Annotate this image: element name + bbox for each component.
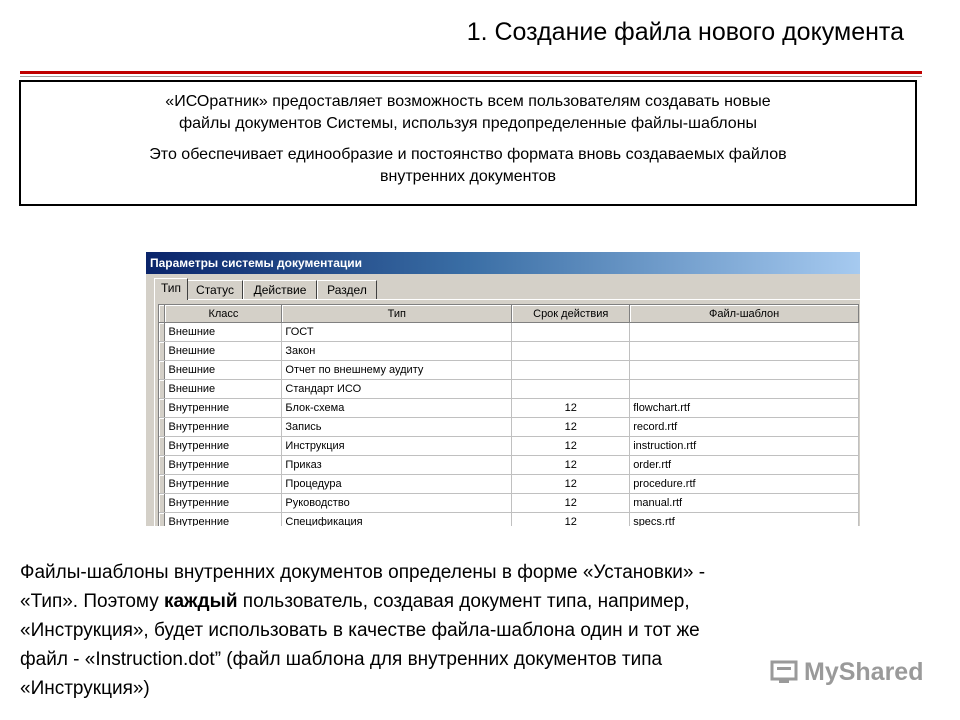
cell-template[interactable] (630, 380, 859, 399)
intro-line-1: «ИСОратник» предоставляет возможность всем пользователям создавать новые (165, 93, 771, 110)
cell-type[interactable]: Запись (282, 418, 512, 437)
cell-term[interactable]: 12 (512, 475, 630, 494)
cell-type[interactable]: Инструкция (282, 437, 512, 456)
table-row[interactable] (159, 437, 859, 456)
cell-term[interactable]: 12 (512, 418, 630, 437)
cell-type[interactable]: Блок-схема (282, 399, 512, 418)
cell-type[interactable]: Процедура (282, 475, 512, 494)
body-line-3: «Инструкция», будет использовать в качестве файла-шаблона один и тот же (20, 620, 700, 641)
cell-class[interactable]: Внешние (165, 342, 282, 361)
body-line-2 (20, 587, 920, 616)
cell-term[interactable]: 12 (512, 513, 630, 527)
watermark-text: MyShared (804, 657, 924, 686)
table-body (159, 323, 859, 527)
tab-status[interactable]: Статус (187, 280, 243, 299)
table-row[interactable] (159, 323, 859, 342)
cell-template[interactable] (630, 323, 859, 342)
cell-template[interactable]: flowchart.rtf (630, 399, 859, 418)
table-row[interactable] (159, 342, 859, 361)
cell-type[interactable]: ГОСТ (282, 323, 512, 342)
myshared-logo-icon (770, 659, 798, 685)
tab-action[interactable]: Действие (243, 280, 317, 299)
window-title-bar[interactable]: Параметры системы документации (146, 252, 860, 274)
table-row[interactable] (159, 475, 859, 494)
column-header-template[interactable]: Файл-шаблон (630, 305, 859, 323)
cell-class[interactable]: Внутренние (165, 475, 282, 494)
table-row[interactable] (159, 418, 859, 437)
cell-class[interactable]: Внутренние (165, 513, 282, 527)
cell-class[interactable]: Внутренние (165, 494, 282, 513)
cell-term[interactable] (512, 323, 630, 342)
cell-term[interactable]: 12 (512, 437, 630, 456)
table-header-row (159, 305, 859, 323)
tab-type[interactable]: Тип (154, 278, 188, 300)
types-grid (158, 304, 859, 526)
body-line-2-end: пользователь, создавая документ типа, например, (237, 591, 690, 612)
cell-template[interactable]: record.rtf (630, 418, 859, 437)
cell-term[interactable]: 12 (512, 494, 630, 513)
title-divider-red (20, 71, 922, 74)
cell-term[interactable] (512, 380, 630, 399)
cell-term[interactable] (512, 361, 630, 380)
cell-type[interactable]: Приказ (282, 456, 512, 475)
cell-term[interactable] (512, 342, 630, 361)
slide-title: 1. Создание файла нового документа (466, 18, 904, 46)
cell-term[interactable]: 12 (512, 399, 630, 418)
cell-type[interactable]: Стандарт ИСО (282, 380, 512, 399)
column-header-type[interactable]: Тип (282, 305, 512, 323)
cell-template[interactable] (630, 361, 859, 380)
intro-line-3: Это обеспечивает единообразие и постоянство формата вновь создаваемых файлов (149, 146, 787, 163)
intro-paragraph-1 (21, 91, 915, 135)
column-header-class[interactable]: Класс (165, 305, 282, 323)
body-line-1: Файлы-шаблоны внутренних документов определены в форме «Установки» - (20, 562, 706, 583)
cell-type[interactable]: Закон (282, 342, 512, 361)
cell-type[interactable]: Спецификация (282, 513, 512, 527)
watermark (770, 657, 923, 687)
cell-class[interactable]: Внутренние (165, 456, 282, 475)
body-emphasis-each: каждый (163, 591, 238, 612)
intro-line-2: файлы документов Системы, используя предопределенные файлы-шаблоны (178, 115, 758, 132)
table-row[interactable] (159, 456, 859, 475)
cell-class[interactable]: Внешние (165, 380, 282, 399)
title-divider-gray (20, 76, 922, 77)
body-line-5: «Инструкция») (20, 678, 150, 699)
table-row[interactable] (159, 361, 859, 380)
cell-template[interactable]: order.rtf (630, 456, 859, 475)
doc-system-params-window (146, 252, 860, 526)
cell-type[interactable]: Отчет по внешнему аудиту (282, 361, 512, 380)
cell-template[interactable]: procedure.rtf (630, 475, 859, 494)
body-line-4: файл - «Instruction.dot” (файл шаблона для внутренних документов типа (20, 649, 663, 670)
types-table (159, 305, 859, 526)
cell-class[interactable]: Внутренние (165, 437, 282, 456)
cell-class[interactable]: Внутренние (165, 418, 282, 437)
table-row[interactable] (159, 513, 859, 527)
table-row[interactable] (159, 494, 859, 513)
cell-type[interactable]: Руководство (282, 494, 512, 513)
intro-line-4: внутренних документов (379, 168, 557, 185)
intro-paragraph-2 (21, 144, 915, 188)
column-header-term[interactable]: Срок действия (512, 305, 630, 323)
intro-box (19, 80, 917, 206)
cell-template[interactable]: manual.rtf (630, 494, 859, 513)
cell-template[interactable] (630, 342, 859, 361)
cell-class[interactable]: Внешние (165, 323, 282, 342)
cell-class[interactable]: Внутренние (165, 399, 282, 418)
cell-template[interactable]: specs.rtf (630, 513, 859, 527)
table-row[interactable] (159, 399, 859, 418)
body-line-2-start: «Тип». Поэтому (20, 591, 164, 612)
cell-template[interactable]: instruction.rtf (630, 437, 859, 456)
cell-term[interactable]: 12 (512, 456, 630, 475)
table-row[interactable] (159, 380, 859, 399)
cell-class[interactable]: Внешние (165, 361, 282, 380)
tab-section[interactable]: Раздел (317, 280, 377, 299)
